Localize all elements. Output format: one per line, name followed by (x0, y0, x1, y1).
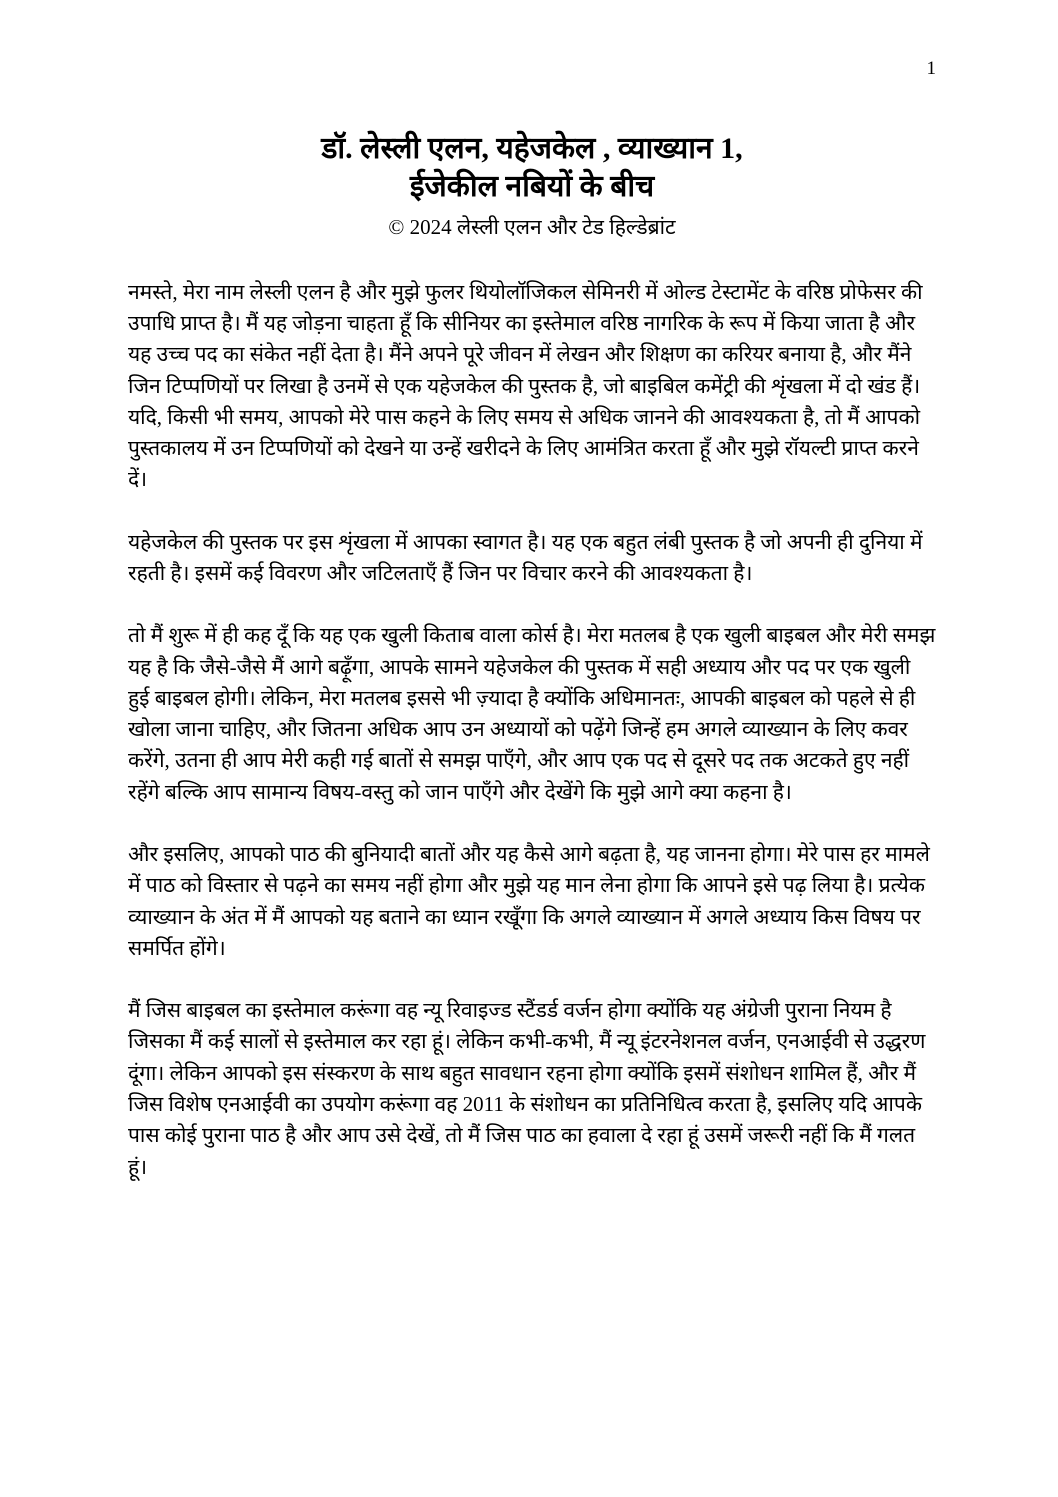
copyright-notice: © 2024 लेस्ली एलन और टेड हिल्डेब्रांट (388, 214, 676, 239)
paragraph-1: नमस्ते, मेरा नाम लेस्ली एलन है और मुझे फुलर थियोलॉजिकल सेमिनरी में ओल्ड टेस्टामेंट के वरिष्ठ प्रोफेसर की उपाधि प्राप्त है। मैं यह जोड़ना चाहता हूँ कि सीनियर का इस्तेमाल वरिष्ठ नागरिक के रूप में किया जाता है और यह उच्च पद का संकेत नहीं देता है। मैंने अपने पूरे जीवन में लेखन और शिक्षण का करियर बनाया है, और मैंने जिन टिप्पणियों पर लिखा है उनमें से एक यहेजकेल की पुस्तक है, जो बाइबिल कमेंट्री की शृंखला में दो खंड हैं। यदि, किसी भी समय, आपको मेरे पास कहने के लिए समय से अधिक जानने की आवश्यकता है, तो मैं आपको पुस्तकालय में उन टिप्पणियों को देखने या उन्हें खरीदने के लिए आमंत्रित करता हूँ और मुझे रॉयल्टी प्राप्त करने दें। (128, 279, 923, 492)
body-text (128, 277, 936, 1183)
title-block (128, 130, 936, 241)
document-title-line-2: ईजेकील नबियों के बीच (409, 170, 655, 204)
paragraph-4: और इसलिए, आपको पाठ की बुनियादी बातों और यह कैसे आगे बढ़ता है, यह जानना होगा। मेरे पास हर मामले में पाठ को विस्तार से पढ़ने का समय नहीं होगा और मुझे यह मान लेना होगा कि आपने इसे पढ़ लिया है। प्रत्येक व्याख्यान के अंत में मैं आपको यह बताने का ध्यान रखूँगा कि अगले व्याख्यान में अगले अध्याय किस विषय पर समर्पित होंगे। (128, 842, 930, 960)
paragraph-3: तो मैं शुरू में ही कह दूँ कि यह एक खुली किताब वाला कोर्स है। मेरा मतलब है एक खुली बाइबल और मेरी समझ यह है कि जैसे-जैसे मैं आगे बढ़ूँगा, आपके सामने यहेजकेल की पुस्तक में सही अध्याय और पद पर एक खुली हुई बाइबल होगी। लेकिन, मेरा मतलब इससे भी ज़्यादा है क्योंकि अधिमानतः, आपकी बाइबल को पहले से ही खोला जाना चाहिए, और जितना अधिक आप उन अध्यायों को पढ़ेंगे जिन्हें हम अगले व्याख्यान के लिए कवर करेंगे, उतना ही आप मेरी कही गई बातों से समझ पाएँगे, और आप एक पद से दूसरे पद तक अटकते हुए नहीं रहेंगे बल्कि आप सामान्य विषय-वस्तु को जान पाएँगे और देखेंगे कि मुझे आगे क्या कहना है। (128, 623, 936, 804)
document-title-line-1: डॉ. लेस्ली एलन, यहेजकेल , व्याख्यान 1, (321, 132, 743, 165)
page-number: 1 (926, 58, 936, 79)
paragraph-5: मैं जिस बाइबल का इस्तेमाल करूंगा वह न्यू रिवाइज्ड स्टैंडर्ड वर्जन होगा क्योंकि यह अंग्रेजी पुराना नियम है जिसका मैं कई सालों से इस्तेमाल कर रहा हूं। लेकिन कभी-कभी, मैं न्यू इंटरनेशनल वर्जन, एनआईवी से उद्धरण दूंगा। लेकिन आपको इस संस्करण के साथ बहुत सावधान रहना होगा क्योंकि इसमें संशोधन शामिल हैं, और मैं जिस विशेष एनआईवी का उपयोग करूंगा वह 2011 के संशोधन का प्रतिनिधित्व करता है, इसलिए यदि आपके पास कोई पुराना पाठ है और आप उसे देखें, तो मैं जिस पाठ का हवाला दे रहा हूं उसमें जरूरी नहीं कि मैं गलत हूं। (128, 998, 926, 1179)
paragraph-2: यहेजकेल की पुस्तक पर इस शृंखला में आपका स्वागत है। यह एक बहुत लंबी पुस्तक है जो अपनी ही दुनिया में रहती है। इसमें कई विवरण और जटिलताएँ हैं जिन पर विचार करने की आवश्यकता है। (128, 529, 923, 586)
document-content (128, 130, 936, 1183)
